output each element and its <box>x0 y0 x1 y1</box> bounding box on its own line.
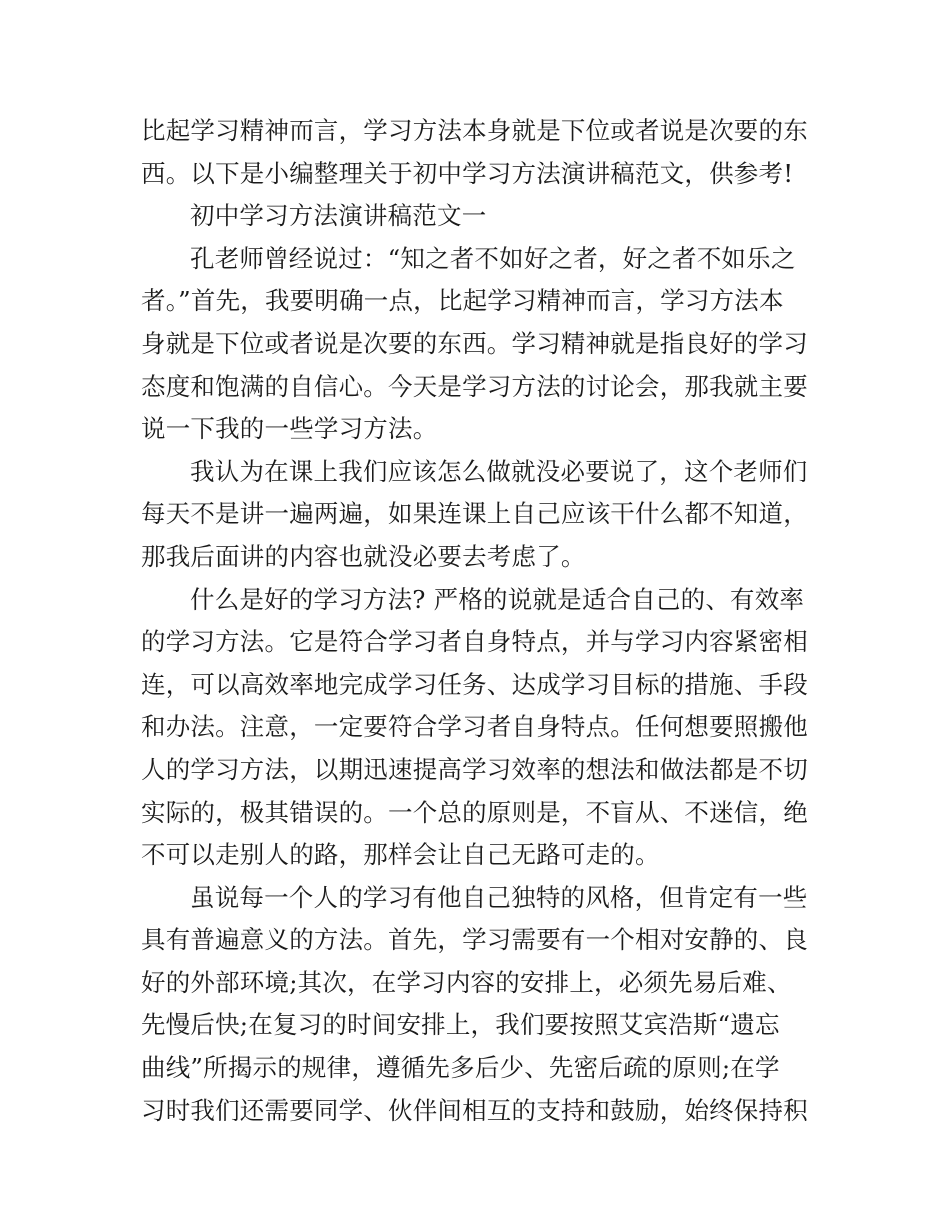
text-line: 比起学习精神而言，学习方法本身就是下位或者说是次要的东 <box>141 116 808 145</box>
document-body <box>141 110 821 1132</box>
text-line: 孔老师曾经说过：“知之者不如好之者，好之者不如乐之 <box>190 243 796 273</box>
text-line: 先慢后快;在复习的时间安排上，我们要按照艾宾浩斯“遗忘 <box>141 1010 780 1040</box>
text-line: 虽说每一个人的学习有他自己独特的风格，但肯定有一些 <box>190 882 808 912</box>
text-line: 初中学习方法演讲稿范文一 <box>190 201 487 231</box>
text-line: 态度和饱满的自信心。今天是学习方法的讨论会，那我就主要 <box>141 371 808 401</box>
text-line: 具有普遍意义的方法。首先，学习需要有一个相对安静的、良 <box>141 925 808 955</box>
text-line: 人的学习方法，以期迅速提高学习效率的想法和做法都是不切 <box>141 754 808 784</box>
text-line: 我认为在课上我们应该怎么做就没必要说了，这个老师们 <box>190 456 808 486</box>
text-line: 什么是好的学习方法? 严格的说就是适合自己的、有效率 <box>190 584 805 614</box>
text-line: 习时我们还需要同学、伙伴间相互的支持和鼓励，始终保持积 <box>141 1095 808 1125</box>
text-line: 实际的，极其错误的。一个总的原则是，不盲从、不迷信，绝 <box>141 797 808 827</box>
text-line: 说一下我的一些学习方法。 <box>141 414 438 444</box>
text-line: 的学习方法。它是符合学习者自身特点，并与学习内容紧密相 <box>141 627 808 657</box>
text-line: 好的外部环境;其次，在学习内容的安排上，必须先易后难、 <box>141 967 792 997</box>
text-line: 和办法。注意，一定要符合学习者自身特点。任何想要照搬他 <box>141 712 808 742</box>
text-line: 每天不是讲一遍两遍，如果连课上自己应该干什么都不知道， <box>141 499 808 529</box>
text-line: 连，可以高效率地完成学习任务、达成学习目标的措施、手段 <box>141 669 808 699</box>
text-line: 那我后面讲的内容也就没必要去考虑了。 <box>141 541 586 571</box>
text-line: 不可以走别人的路，那样会让自己无路可走的。 <box>141 840 660 870</box>
text-line: 身就是下位或者说是次要的东西。学习精神就是指良好的学习 <box>141 328 808 358</box>
text-line: 西。以下是小编整理关于初中学习方法演讲稿范文，供参考! <box>141 158 794 188</box>
text-line: 者。”首先，我要明确一点，比起学习精神而言，学习方法本 <box>141 286 784 316</box>
text-line: 曲线”所揭示的规律，遵循先多后少、先密后疏的原则;在学 <box>141 1053 780 1083</box>
